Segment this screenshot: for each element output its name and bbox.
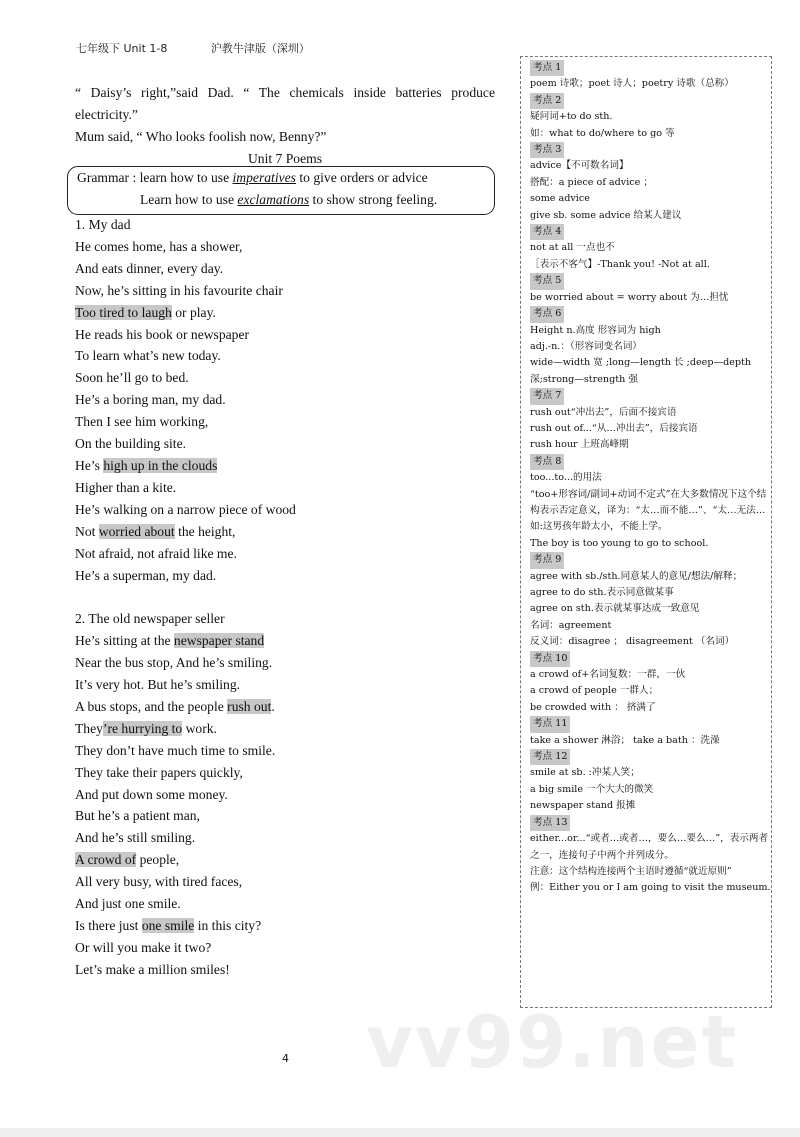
poem-text: He’s sitting at the — [75, 633, 174, 649]
edition-label: 沪教牛津版（深圳） — [210, 42, 310, 55]
point-tag: 考点 1 — [530, 60, 564, 76]
poem-text: Not — [75, 523, 99, 539]
page-header — [76, 40, 350, 56]
note-line: rush out of...“从…冲出去”，后接宾语 — [530, 422, 698, 434]
intro-line-1: “ Daisy’s right,”said Dad. “ The chemicals inside batteries produce electricity.” — [75, 85, 495, 122]
point-tag: 考点 9 — [530, 552, 564, 568]
poem-line: Not afraid, not afraid like me. — [75, 545, 237, 561]
poem-line: And he’s still smiling. — [75, 830, 196, 846]
poem-line: He’s walking on a narrow piece of wood — [75, 501, 296, 517]
grammar-line-2 — [140, 192, 437, 208]
poem-line: But he’s a patient man, — [75, 808, 200, 824]
note-line: “too+形容词/副词+动词不定式”在大多数情况下这个结构表示否定意义，译为：“太…而不能…”、“太…无法… — [530, 488, 767, 516]
note-line: a crowd of+名词复数：一群，一伙 — [530, 669, 686, 681]
note-line: poem 诗歌；poet 诗人；poetry 诗歌（总称） — [530, 78, 734, 90]
poem-text: He’s — [75, 457, 104, 473]
poem-line: And put down some money. — [75, 786, 228, 802]
poem-line: And eats dinner, every day. — [75, 260, 224, 276]
note-line: 反义词：disagree ； disagreement （名词） — [530, 636, 735, 648]
poem-line: On the building site. — [75, 436, 187, 452]
note-line: 注意：这个结构连接两个主语时遵循“就近原则” — [530, 865, 732, 877]
poem-text: Is there just — [75, 918, 142, 933]
note-line: newspaper stand 报摊 — [530, 800, 636, 812]
highlight: ’re hurrying to — [102, 720, 183, 736]
point-tag: 考点 12 — [530, 749, 570, 765]
note-line: 名词：agreement — [530, 619, 612, 631]
poem-text: . — [271, 698, 275, 714]
poem-line: Higher than a kite. — [75, 479, 177, 495]
note-line: smile at sb. :冲某人笑； — [530, 767, 640, 779]
note-line: be worried about = worry about 为…担忧 — [530, 291, 729, 303]
poem-line — [75, 718, 495, 740]
highlight: high up in the clouds — [103, 457, 218, 473]
poems — [75, 214, 495, 981]
poem-line: Near the bus stop, And he’s smiling. — [75, 655, 273, 671]
poem-line: And just one smile. — [75, 896, 181, 912]
intro-line-2: Mum said, “ Who looks foolish now, Benny?” — [75, 128, 327, 144]
grade-label: 七年级下 Unit 1-8 — [76, 42, 168, 55]
poem-line: It’s very hot. But he’s smiling. — [75, 677, 241, 693]
poem-line: To learn what’s new today. — [75, 348, 221, 364]
note-line: 如：what to do/where to go 等 — [530, 127, 675, 139]
note-line: give sb. some advice 给某人建议 — [530, 209, 682, 221]
point-tag: 考点 5 — [530, 273, 564, 289]
poem-line — [75, 849, 495, 871]
note-line: agree to do sth.表示同意做某事 — [530, 587, 674, 598]
poem-line — [75, 302, 495, 324]
poem-line: Then I see him working, — [75, 414, 209, 430]
poem-text: They — [75, 720, 103, 736]
note-line: adj.-n.：（形容词变名词） — [530, 340, 642, 352]
point-tag: 考点 3 — [530, 142, 564, 158]
note-line: 搭配：a piece of advice ； — [530, 176, 653, 188]
poem-line: All very busy, with tired faces, — [75, 874, 243, 890]
note-line: agree on sth.表示就某事达成一致意见 — [530, 603, 700, 615]
poem-1-title: 1. My dad — [75, 217, 131, 232]
note-line: a big smile 一个大大的微笑 — [530, 783, 654, 795]
note-line: rush out“冲出去”，后面不接宾语 — [530, 406, 677, 418]
point-tag: 考点 7 — [530, 388, 564, 404]
note-line: 如:这男孩年龄太小，不能上学。 — [530, 521, 668, 533]
grammar-keyword: exclamations — [237, 192, 310, 207]
note-line: advice【不可数名词】 — [530, 160, 629, 172]
grammar-keyword: imperatives — [232, 170, 296, 185]
poem-line — [75, 630, 495, 652]
point-tag: 考点 8 — [530, 454, 564, 470]
highlight: rush out — [227, 698, 272, 714]
point-tag: 考点 13 — [530, 815, 570, 831]
note-line: 深;strong—strength 强 — [530, 373, 638, 385]
note-line: some advice — [530, 193, 590, 205]
note-line: The boy is too young to go to school. — [530, 537, 709, 549]
grammar-text: to give orders or advice — [295, 170, 428, 185]
highlight: Too tired to laugh — [75, 304, 172, 320]
point-tag: 考点 10 — [530, 651, 570, 667]
poem-line: He’s a superman, my dad. — [75, 567, 217, 583]
grammar-text: Grammar : learn how to use — [77, 170, 233, 185]
point-tag: 考点 2 — [530, 93, 564, 109]
page-number: 4 — [282, 1052, 289, 1065]
blank-line — [75, 586, 495, 608]
poem-line — [75, 915, 495, 937]
poem-line — [75, 696, 495, 718]
grammar-line-1 — [77, 170, 428, 186]
note-line: too...to...的用法 — [530, 472, 602, 484]
note-line: Height n.高度 形容词为 high — [530, 324, 661, 336]
note-line: rush hour 上班高峰期 — [530, 439, 629, 451]
highlight: A crowd of — [75, 852, 137, 868]
poem-line: He reads his book or newspaper — [75, 326, 250, 342]
poem-2-title: 2. The old newspaper seller — [75, 611, 225, 627]
poem-text: people, — [136, 852, 180, 868]
poem-line: He comes home, has a shower, — [75, 238, 243, 254]
bottom-band — [0, 1128, 800, 1137]
poem-line: They take their papers quickly, — [75, 764, 243, 780]
watermark: vv99.net — [366, 1000, 738, 1084]
grammar-text: to show strong feeling. — [309, 192, 438, 207]
note-line: not at all 一点也不 — [530, 242, 615, 254]
highlight: worried about — [98, 523, 175, 539]
poem-line: They don’t have much time to smile. — [75, 742, 276, 758]
point-tag: 考点 11 — [530, 716, 570, 732]
highlight: one smile — [141, 918, 195, 933]
point-tag: 考点 4 — [530, 224, 564, 240]
intro-text — [75, 82, 495, 170]
poem-line — [75, 455, 495, 477]
poem-line: Or will you make it two? — [75, 939, 212, 955]
note-line: be crowded with ： 挤满了 — [530, 701, 656, 713]
poem-line: Let’s make a million smiles! — [75, 961, 230, 977]
poem-line — [75, 521, 495, 543]
poem-line: He’s a boring man, my dad. — [75, 392, 226, 408]
note-line: take a shower 淋浴； take a bath ：洗澡 — [530, 734, 720, 746]
poem-text: A bus stops, and the people — [75, 698, 228, 714]
point-tag: 考点 6 — [530, 306, 564, 322]
note-line: 疑问词+to do sth. — [530, 111, 613, 123]
note-line: agree with sb./sth.同意某人的意见/想法/解释； — [530, 570, 743, 582]
poem-text: the height, — [174, 523, 236, 539]
note-line: a crowd of people 一群人； — [530, 685, 659, 697]
poem-line: Soon he’ll go to bed. — [75, 370, 189, 386]
poem-text: work. — [182, 720, 217, 736]
grammar-text: Learn how to use — [140, 192, 238, 207]
poem-text: in this city? — [194, 918, 262, 933]
unit-title: Unit 7 Poems — [247, 150, 322, 166]
highlight: newspaper stand — [173, 633, 265, 649]
poem-text: or play. — [171, 304, 216, 320]
note-line: 例：Either you or I am going to visit the museum. — [530, 882, 771, 894]
note-line: ［表示不客气】-Thank you! -Not at all. — [530, 258, 710, 270]
note-line: either...or...“或者…或者…，要么…要么…”，表示两者之一，连接句子中两个并列成分。 — [530, 833, 769, 861]
notes-list — [530, 60, 770, 897]
poem-line: Now, he’s sitting in his favourite chair — [75, 282, 283, 298]
note-line: wide—width 宽 ;long—length 长 ;deep—depth — [530, 357, 752, 369]
